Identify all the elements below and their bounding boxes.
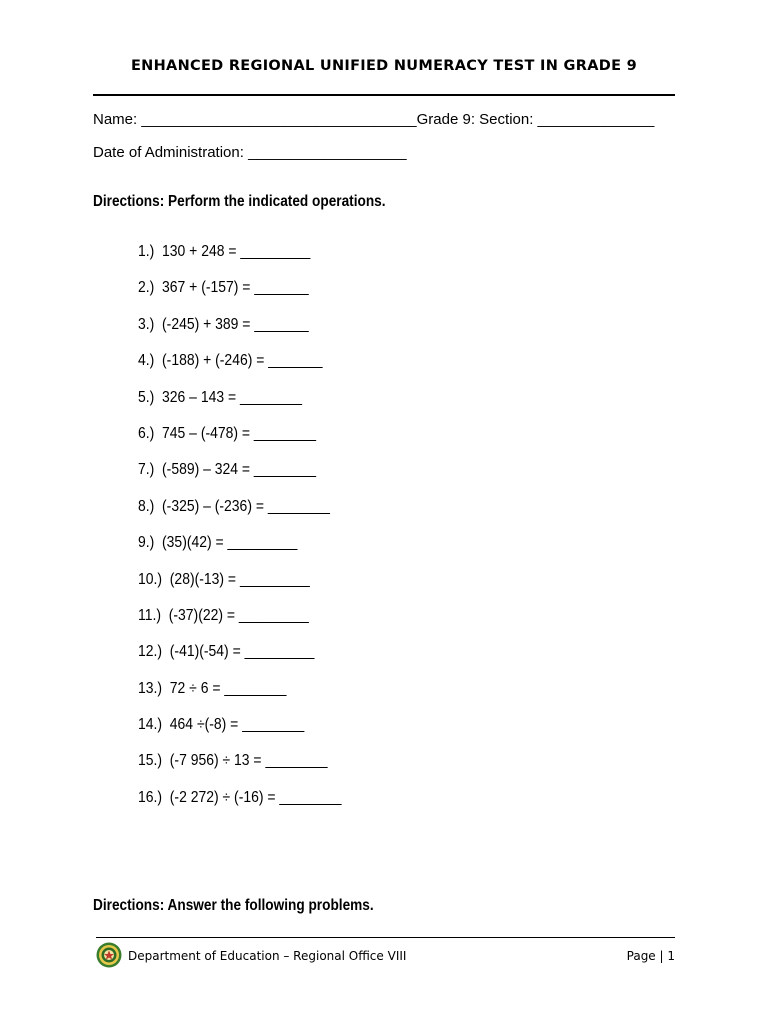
problem-item: 12.) (-41)(-54) = _________ [138,643,315,661]
problem-item: 16.) (-2 272) ÷ (-16) = ________ [138,788,342,806]
footer-divider [96,937,675,938]
problem-item: 6.) 745 – (-478) = ________ [138,424,317,442]
deped-seal-icon [96,942,122,971]
page-footer [96,941,675,971]
problem-item: 11.) (-37)(22) = _________ [138,606,309,624]
problem-item: 5.) 326 – 143 = ________ [138,388,303,406]
problem-item: 2.) 367 + (-157) = _______ [138,279,309,297]
date-of-administration-line: Date of Administration: ___________________ [93,144,407,161]
problem-item: 15.) (-7 956) ÷ 13 = ________ [138,752,328,770]
problem-item: 13.) 72 ÷ 6 = ________ [138,679,287,697]
problem-item: 4.) (-188) + (-246) = _______ [138,352,323,370]
problem-item: 10.) (28)(-13) = _________ [138,570,310,588]
problem-item: 14.) 464 ÷(-8) = ________ [138,716,305,734]
name-section-line: Name: _________________________________Grade 9: Section: ______________ [93,111,655,128]
directions-word-problems: Directions: Answer the following problems. [93,897,374,914]
problem-list [138,243,364,825]
problem-item: 9.) (35)(42) = _________ [138,534,298,552]
footer-office-label: Department of Education – Regional Office VIII [128,949,407,963]
problem-item: 7.) (-589) – 324 = ________ [138,461,317,479]
title-divider [93,94,675,96]
problem-item: 1.) 130 + 248 = _________ [138,243,311,260]
problem-item: 3.) (-245) + 389 = _______ [138,315,309,333]
page-number: Page | 1 [626,949,675,963]
page-title: ENHANCED REGIONAL UNIFIED NUMERACY TEST IN GRADE 9 [130,58,638,74]
footer-office [96,942,406,971]
problem-item: 8.) (-325) – (-236) = ________ [138,497,330,515]
directions-operations: Directions: Perform the indicated operations. [93,193,386,210]
